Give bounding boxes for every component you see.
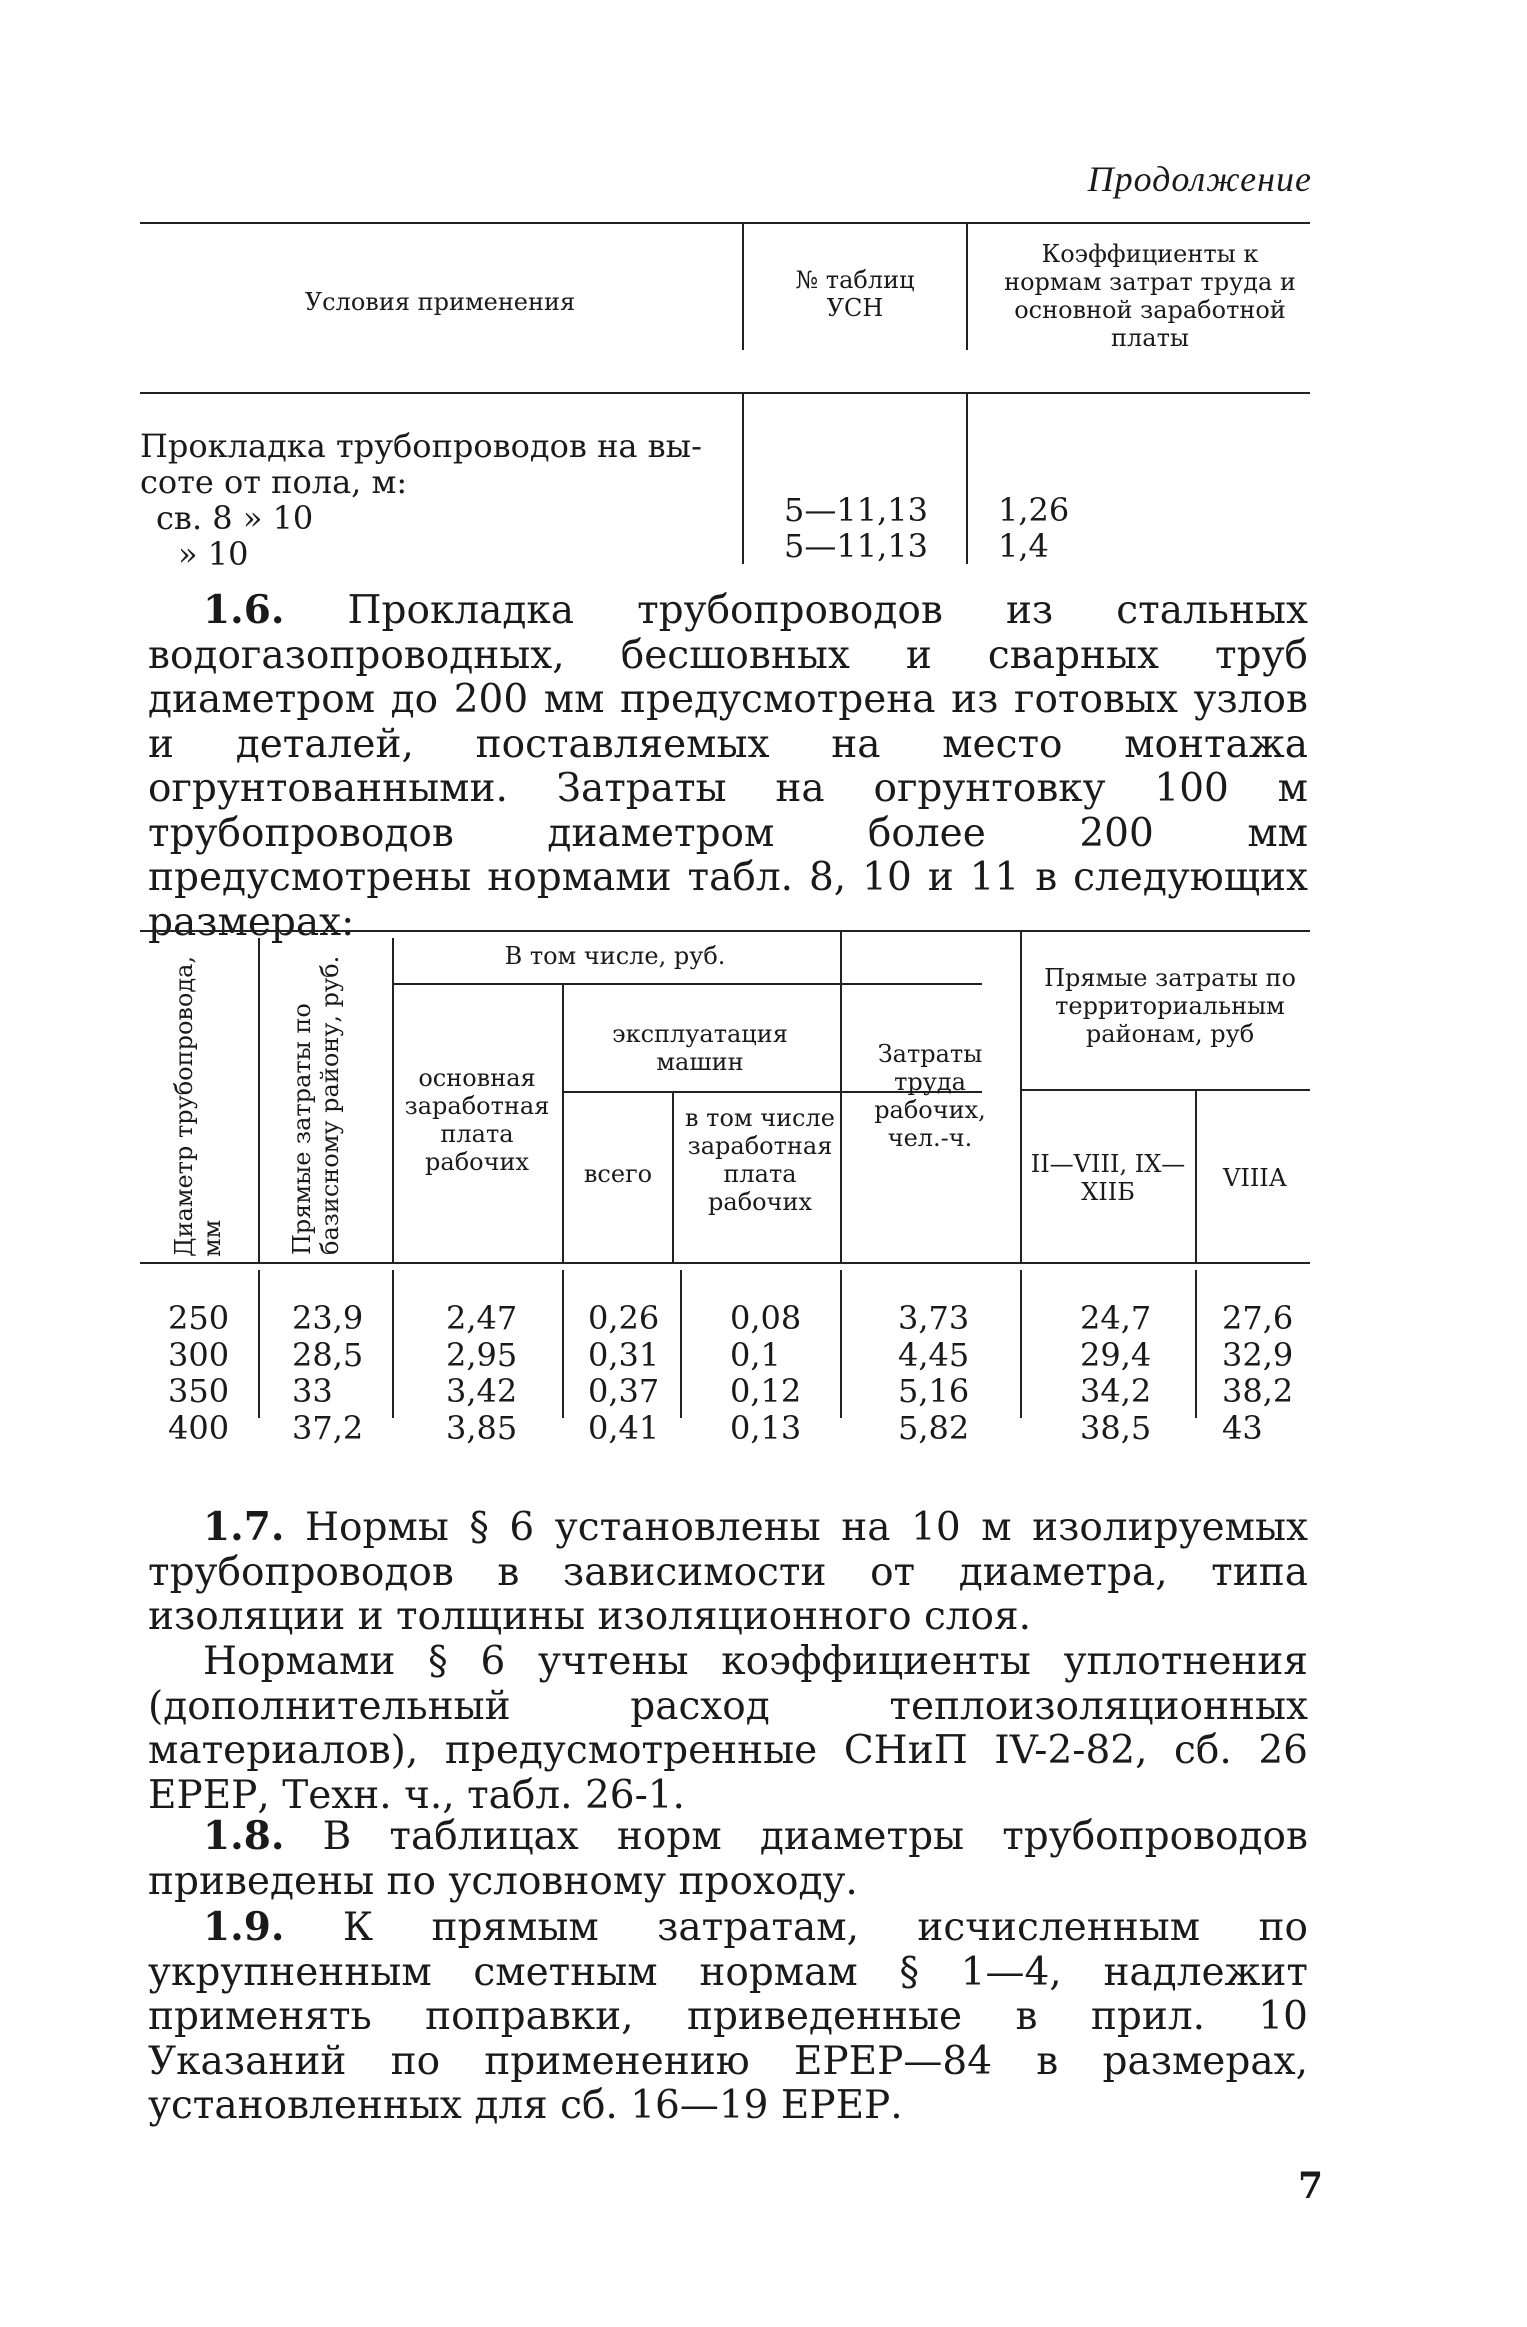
paragraph-1-8 xyxy=(148,1814,1308,1904)
table-cell: 0,37 xyxy=(588,1372,660,1410)
continuation-label: Продолжение xyxy=(1087,159,1312,199)
table-vline xyxy=(392,1270,394,1418)
table-vline xyxy=(562,985,564,1263)
condition-row-1: св. 8 » 10 xyxy=(156,499,314,537)
table-cell: 2,47 xyxy=(446,1299,518,1337)
paragraph-number: 1.8. xyxy=(203,1813,285,1859)
table-rule xyxy=(1020,1089,1310,1091)
header-direct-costs-base: Прямые затраты по базисному району, руб. xyxy=(288,955,344,1255)
table-cell: 0,31 xyxy=(588,1335,660,1374)
table-vline xyxy=(680,1270,682,1418)
table-cell: 2,95 xyxy=(446,1335,518,1374)
table-vline xyxy=(672,1093,674,1263)
paragraph-number: 1.6. xyxy=(203,587,285,633)
machines-total-column xyxy=(588,1300,659,1446)
table-vline xyxy=(258,938,260,1263)
table-cell: 0,26 xyxy=(588,1299,660,1337)
table-cell: 23,9 xyxy=(292,1299,364,1337)
table-cell: 28,5 xyxy=(292,1335,364,1374)
header-usn-table: № таблиц УСН xyxy=(795,266,915,322)
table-cell: 43 xyxy=(1222,1408,1263,1447)
coefficient-row-1: 1,26 xyxy=(998,491,1070,529)
table-cell: 4,45 xyxy=(898,1335,970,1374)
table-cell: 5,16 xyxy=(898,1372,970,1410)
paragraph-text: В таблицах норм диаметры трубопроводов приведены по условному проходу. xyxy=(148,1814,1308,1904)
usn-row-1: 5—11,13 xyxy=(784,491,928,529)
paragraph-number: 1.7. xyxy=(203,1504,285,1550)
usn-row-2: 5—11,13 xyxy=(784,527,928,565)
header-diameter: Диаметр трубопровода, мм xyxy=(170,955,226,1257)
header-machine-operation: эксплуатация машин xyxy=(612,1020,788,1076)
table-vline xyxy=(742,394,744,564)
table-cell: 0,41 xyxy=(588,1408,660,1447)
table-vline xyxy=(742,222,744,350)
paragraph-1-7 xyxy=(148,1505,1308,1640)
table-cell: 37,2 xyxy=(292,1408,364,1447)
table-cell: 0,08 xyxy=(730,1299,802,1337)
diameter-column xyxy=(168,1300,229,1446)
paragraph-1-9 xyxy=(148,1905,1308,2129)
table-rule xyxy=(140,392,1310,394)
labor-costs-column xyxy=(898,1300,969,1446)
table-vline xyxy=(840,1270,842,1418)
table-cell: 0,12 xyxy=(730,1372,802,1410)
header-coefficients: Коэффициенты к нормам затрат труда и основной заработной платы xyxy=(1004,240,1296,352)
table-vline xyxy=(1020,930,1022,1263)
table-cell: 300 xyxy=(168,1335,230,1374)
table-vline xyxy=(1195,1270,1197,1418)
intro-line-2: соте от пола, м: xyxy=(140,463,408,501)
table-cell: 38,5 xyxy=(1080,1408,1152,1447)
table-vline xyxy=(966,222,968,350)
table-vline xyxy=(1020,1270,1022,1418)
table-vline xyxy=(840,930,842,1263)
header-total: всего xyxy=(583,1160,653,1188)
paragraph-text: К прямым затратам, исчисленным по укрупненным сметным нормам § 1—4, надлежит применять поправки, приведенные в прил. 10 Указаний по применению ЕРЕР—84 в размерах, установленных для сб. 16—19 ЕРЕР. xyxy=(148,1905,1308,2128)
header-regions-2: VIIIА xyxy=(1223,1164,1287,1192)
table-vline xyxy=(966,394,968,564)
condition-row-2: » 10 xyxy=(178,535,249,573)
table-vline xyxy=(1195,1091,1197,1263)
coefficient-row-2: 1,4 xyxy=(998,527,1049,565)
table-cell: 0,13 xyxy=(730,1408,802,1447)
table-cell: 3,42 xyxy=(446,1372,518,1410)
header-direct-costs-territorial: Прямые затраты по территориальным районам, руб xyxy=(1044,964,1296,1048)
header-including: В том числе, руб. xyxy=(504,942,726,970)
direct-costs-column xyxy=(292,1300,363,1446)
table-cell: 3,73 xyxy=(898,1299,970,1337)
header-labor-costs: Затраты труда рабочих, чел.-ч. xyxy=(874,1040,986,1152)
table-rule xyxy=(140,930,1310,932)
table-vline xyxy=(258,1270,260,1418)
table-cell: 5,82 xyxy=(898,1408,970,1447)
regions-1-column xyxy=(1080,1300,1151,1446)
table-cell: 350 xyxy=(168,1372,230,1410)
table-cell: 400 xyxy=(168,1408,230,1447)
table-cell: 32,9 xyxy=(1222,1335,1294,1374)
page-number: 7 xyxy=(1298,2165,1324,2207)
paragraph-number: 1.9. xyxy=(203,1904,285,1950)
paragraph-norms xyxy=(148,1640,1308,1818)
table-cell: 250 xyxy=(168,1299,230,1337)
table-cell: 27,6 xyxy=(1222,1299,1294,1337)
machines-wage-column xyxy=(730,1300,801,1446)
table-cell: 0,1 xyxy=(730,1335,781,1374)
header-base-wage: основная заработная плата рабочих xyxy=(404,1064,550,1176)
paragraph-text: Нормы § 6 установлены на 10 м изолируемых трубопроводов в зависимости от диаметра, типа изоляции и толщины изоляционного слоя. xyxy=(148,1505,1308,1639)
table-cell: 29,4 xyxy=(1080,1335,1152,1374)
table-rule xyxy=(140,1262,1310,1264)
intro-line-1: Прокладка трубопроводов на вы- xyxy=(140,427,702,465)
table-cell: 33 xyxy=(292,1372,333,1410)
table-vline xyxy=(562,1270,564,1418)
paragraph-text: Прокладка трубопроводов из стальных водогазопроводных, бесшовных и сварных труб диаметром до 200 мм предусмотрена из готовых узлов и деталей, поставляемых на место монтажа огрунтованными. Затраты на огрунтовку 100 м трубопроводов диаметром более 200 мм предусмотрены нормами табл. 8, 10 и 11 в следующих размерах: xyxy=(148,588,1308,945)
priming-costs-table xyxy=(140,930,1310,1490)
regions-2-column xyxy=(1222,1300,1293,1446)
paragraph-text: Нормами § 6 учтены коэффициенты уплотнения (дополнительный расход теплоизоляционных материалов), предусмотренные СНиП IV-2-82, сб. 26 ЕРЕР, Техн. ч., табл. 26-1. xyxy=(148,1639,1308,1818)
paragraph-1-6 xyxy=(148,588,1308,945)
header-including-wage: в том числе заработная плата рабочих xyxy=(685,1104,835,1216)
table-cell: 3,85 xyxy=(446,1408,518,1447)
header-conditions: Условия применения xyxy=(304,288,576,316)
base-wage-column xyxy=(446,1300,517,1446)
table-rule xyxy=(140,222,1310,224)
header-regions-1: II—VIII, IX—XIIБ xyxy=(1030,1150,1186,1206)
table-rule xyxy=(392,983,982,985)
table-cell: 24,7 xyxy=(1080,1299,1152,1337)
table-cell: 34,2 xyxy=(1080,1372,1152,1410)
table-cell: 38,2 xyxy=(1222,1372,1294,1410)
